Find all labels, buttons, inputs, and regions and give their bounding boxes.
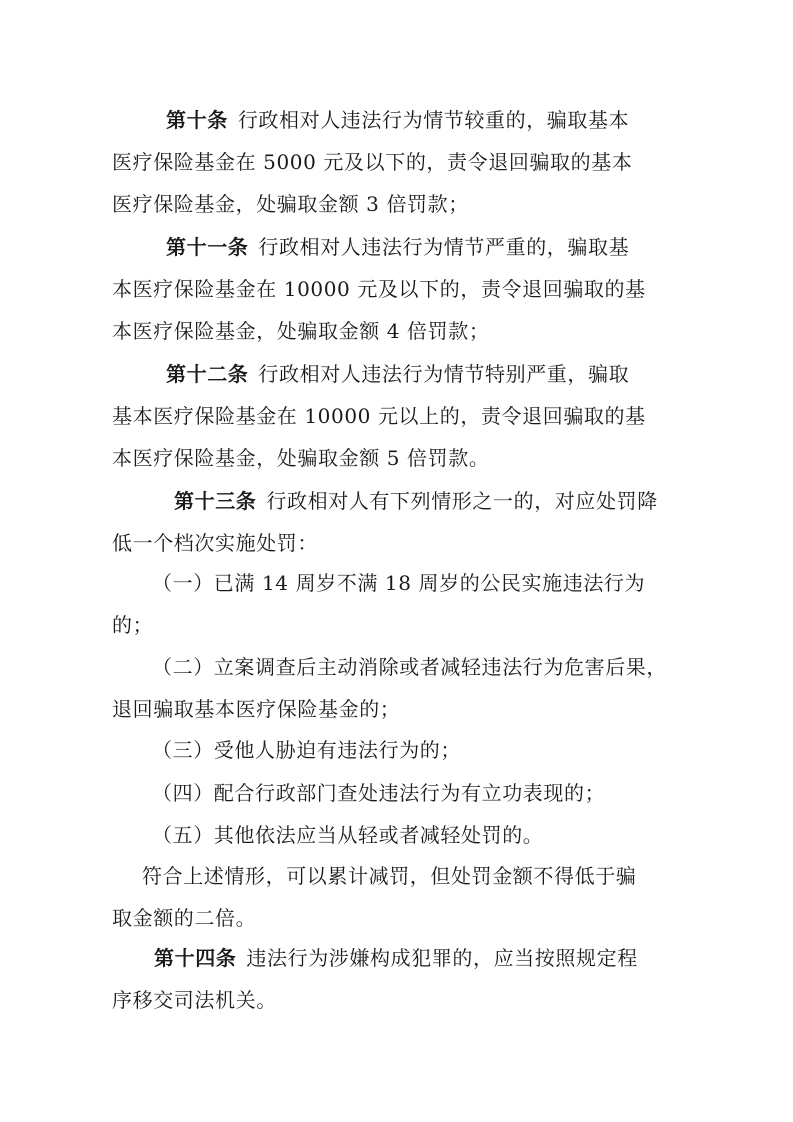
article-14-line-1 [112, 937, 687, 979]
article-13-item-1 [112, 562, 687, 646]
article-13-item-3 [112, 729, 687, 771]
article-10-text-1: 行政相对人违法行为情节较重的，骗取基本 [237, 108, 630, 132]
article-13-item-1-line-1: （一）已满 14 周岁不满 18 周岁的公民实施违法行为 [152, 571, 646, 595]
article-13 [112, 480, 687, 564]
article-14 [112, 937, 687, 1021]
article-13-text-1: 行政相对人有下列情形之一的，对应处罚降 [266, 489, 658, 513]
article-10 [112, 99, 687, 225]
article-12-line-2: 基本医疗保险基金在 10000 元以上的，责令退回骗取的基 [112, 404, 646, 428]
article-10-label: 第十条 [166, 108, 228, 132]
article-10-line-2: 医疗保险基金在 5000 元及以下的，责令退回骗取的基本 [112, 150, 633, 174]
article-13-summary-line-1: 符合上述情形，可以累计减罚，但处罚金额不得低于骗 [142, 864, 637, 888]
article-13-summary-line-2: 取金额的二倍。 [112, 906, 257, 930]
article-10-line-3: 医疗保险基金，处骗取金额 3 倍罚款； [112, 192, 469, 216]
article-14-label: 第十四条 [154, 946, 237, 970]
article-13-item-2-line-2: 退回骗取基本医疗保险基金的； [112, 697, 401, 721]
article-13-item-4-line: （四）配合行政部门查处违法行为有立功表现的； [152, 781, 606, 805]
article-14-line-2: 序移交司法机关。 [112, 988, 277, 1012]
article-13-item-3-line: （三）受他人胁迫有违法行为的； [152, 738, 461, 762]
article-11-line-2: 本医疗保险基金在 10000 元及以下的，责令退回骗取的基 [112, 277, 646, 301]
article-12-label: 第十二条 [166, 362, 249, 386]
article-10-line-1 [112, 99, 687, 141]
article-13-line-1 [112, 480, 687, 522]
article-14-text-1: 违法行为涉嫌构成犯罪的，应当按照规定程 [246, 946, 638, 970]
article-13-item-5-line: （五）其他依法应当从轻或者减轻处罚的。 [152, 823, 544, 847]
article-13-label: 第十三条 [174, 489, 257, 513]
article-12 [112, 353, 687, 479]
article-11-line-3: 本医疗保险基金，处骗取金额 4 倍罚款； [112, 319, 490, 343]
article-13-item-5 [112, 814, 687, 856]
article-12-line-3: 本医疗保险基金，处骗取金额 5 倍罚款。 [112, 446, 490, 470]
article-11-text-1: 行政相对人违法行为情节严重的，骗取基 [258, 235, 630, 259]
article-13-item-4 [112, 772, 687, 814]
article-11-line-1 [112, 226, 687, 268]
article-12-text-1: 行政相对人违法行为情节特别严重，骗取 [258, 362, 630, 386]
article-11 [112, 226, 687, 352]
article-12-line-1 [112, 353, 687, 395]
article-11-label: 第十一条 [166, 235, 249, 259]
article-13-line-2: 低一个档次实施处罚： [112, 531, 318, 555]
article-13-summary [112, 855, 687, 939]
article-13-item-2 [112, 646, 687, 730]
article-13-item-1-line-2: 的； [112, 613, 154, 637]
article-13-item-2-line-1: （二）立案调查后主动消除或者减轻违法行为危害后果， [152, 655, 667, 679]
